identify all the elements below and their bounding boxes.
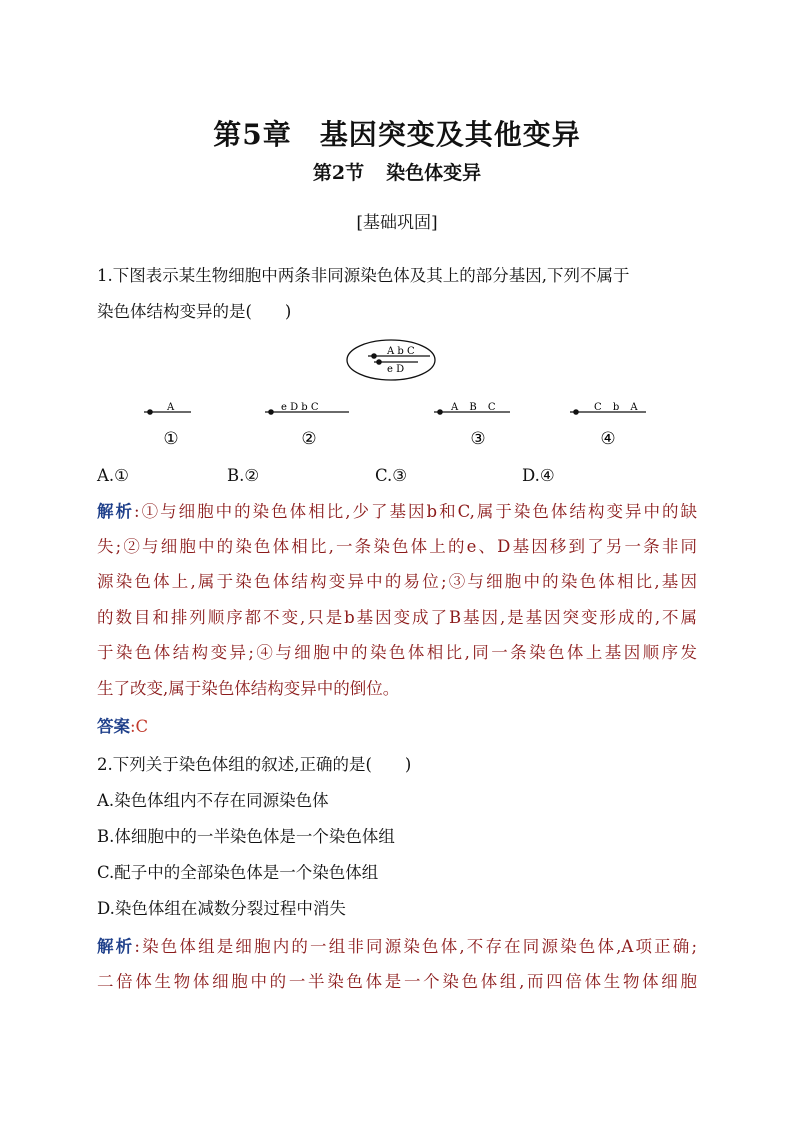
q1-answer-value: :C: [130, 717, 149, 736]
q1-option-a: A.①: [97, 466, 129, 485]
chromosome-diagram: [0, 330, 794, 455]
q1-option-b: B.②: [227, 466, 260, 485]
chapter-title: [0, 113, 794, 153]
chromosome-2-label: ②: [301, 429, 317, 449]
q1-stem-line2: 染色体结构变异的是( ): [97, 302, 292, 321]
chromosome-2-genes: e D b C: [281, 402, 319, 413]
q1-option-d: D.④: [522, 466, 555, 485]
section-number: 第2节: [312, 162, 365, 184]
chapter-name: 基因突变及其他变异: [319, 118, 581, 151]
q1-option-c: C.③: [375, 466, 408, 485]
q1-answer: [97, 717, 148, 737]
q1-analysis-line-1: 解析:①与细胞中的染色体相比,少了基因b和C,属于染色体结构变异中的缺: [97, 502, 698, 521]
centromere-4: [573, 409, 579, 415]
q2-analysis-line-2: 二倍体生物体细胞中的一半染色体是一个染色体组,而四倍体生物体细胞: [97, 972, 697, 991]
q1-analysis-line-2: 失;②与细胞中的染色体相比,一条染色体上的e、D基因移到了另一条非同: [97, 537, 697, 556]
section-name: 染色体变异: [386, 162, 482, 184]
cell-centromere-1: [371, 353, 377, 359]
cell-genes-1: A b C: [387, 346, 415, 357]
chromosome-4-genes: C b A: [594, 402, 642, 413]
chromosome-1-genes: A: [167, 402, 175, 413]
q2-analysis-label: 解析: [97, 937, 135, 956]
q2-stem: 2.下列关于染色体组的叙述,正确的是( ): [97, 755, 412, 774]
q2-option-a: A.染色体组内不存在同源染色体: [97, 791, 329, 810]
cell-centromere-2: [376, 359, 382, 365]
q2-option-c: C.配子中的全部染色体是一个染色体组: [97, 863, 379, 882]
section-title: [0, 158, 794, 185]
q1-analysis-line-5: 于染色体结构变异;④与细胞中的染色体相比,同一条染色体上基因顺序发: [97, 643, 697, 662]
q1-analysis-line-6: 生了改变,属于染色体结构变异中的倒位。: [97, 679, 400, 698]
section-heading: [基础巩固]: [356, 213, 438, 233]
q1-analysis-line-3: 源染色体上,属于染色体结构变异中的易位;③与细胞中的染色体相比,基因: [97, 572, 697, 591]
centromere-2: [268, 409, 274, 415]
centromere-1: [147, 409, 153, 415]
q2-analysis-line-1: 解析:染色体组是细胞内的一组非同源染色体,不存在同源染色体,A项正确;: [97, 937, 698, 956]
cell-genes-2: e D: [387, 364, 405, 375]
q1-analysis-label: 解析: [97, 502, 135, 521]
q2-option-b: B.体细胞中的一半染色体是一个染色体组: [97, 827, 395, 846]
chromosome-3-genes: A B C: [451, 402, 500, 413]
q1-analysis-line-4: 的数目和排列顺序都不变,只是b基因变成了B基因,是基因突变形成的,不属: [97, 608, 697, 627]
q1-stem-line1: 1.下图表示某生物细胞中两条非同源染色体及其上的部分基因,下列不属于: [97, 266, 630, 285]
q2-option-d: D.染色体组在减数分裂过程中消失: [97, 899, 346, 918]
centromere-3: [437, 409, 443, 415]
chapter-number: 第5章: [213, 118, 292, 151]
q1-answer-label: 答案: [97, 717, 130, 736]
chromosome-3-label: ③: [470, 429, 486, 449]
chromosome-4-label: ④: [600, 429, 616, 449]
chromosome-1-label: ①: [163, 429, 179, 449]
